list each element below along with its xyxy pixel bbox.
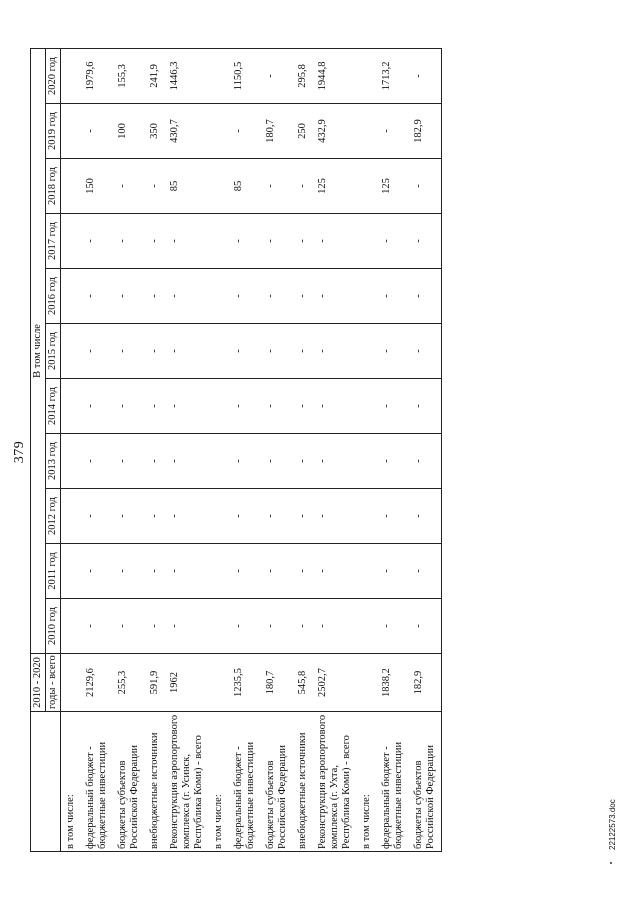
table-row	[209, 48, 229, 851]
row-value	[209, 48, 229, 103]
row-value: 1979,6	[81, 48, 113, 103]
row-total	[61, 654, 82, 712]
row-total: 1962	[165, 654, 209, 712]
row-value: 155,3	[113, 48, 145, 103]
row-value: -	[229, 544, 261, 599]
row-value: 1713,2	[377, 48, 409, 103]
row-value: -	[113, 324, 145, 379]
row-value: -	[293, 214, 313, 269]
row-value: -	[313, 599, 357, 654]
row-value: -	[409, 379, 442, 434]
row-value: -	[229, 489, 261, 544]
row-value: -	[313, 434, 357, 489]
investment-table	[30, 48, 442, 852]
row-value: -	[293, 544, 313, 599]
row-value: -	[377, 379, 409, 434]
header-year: 2019 год	[46, 104, 61, 159]
row-value	[357, 214, 377, 269]
row-total: 2502,7	[313, 654, 357, 712]
row-value: -	[165, 434, 209, 489]
row-value: 182,9	[409, 104, 442, 159]
row-value: 350	[145, 104, 165, 159]
row-value	[357, 159, 377, 214]
row-value: -	[261, 544, 293, 599]
row-value: -	[81, 269, 113, 324]
footer-filename: 22122573.doc	[608, 799, 617, 850]
row-value: -	[377, 269, 409, 324]
row-value: -	[145, 599, 165, 654]
row-value: -	[145, 544, 165, 599]
row-value: -	[313, 324, 357, 379]
row-value: -	[229, 434, 261, 489]
row-value: -	[293, 324, 313, 379]
row-value: -	[313, 214, 357, 269]
row-label: в том числе:	[209, 712, 229, 852]
row-value: -	[261, 489, 293, 544]
row-value	[357, 324, 377, 379]
header-row-top	[31, 48, 46, 851]
row-value: 250	[293, 104, 313, 159]
row-value: -	[313, 269, 357, 324]
row-label: в том числе:	[357, 712, 377, 852]
row-value: 1150,5	[229, 48, 261, 103]
row-value: -	[165, 379, 209, 434]
row-value	[61, 489, 82, 544]
row-value: -	[261, 159, 293, 214]
row-value: 1446,3	[165, 48, 209, 103]
row-value: -	[145, 214, 165, 269]
row-total: 182,9	[409, 654, 442, 712]
table-body	[61, 48, 442, 851]
row-value: -	[165, 489, 209, 544]
row-value: -	[409, 324, 442, 379]
row-value: -	[377, 599, 409, 654]
row-value	[61, 48, 82, 103]
row-value: -	[113, 434, 145, 489]
row-value	[209, 489, 229, 544]
row-value: 180,7	[261, 104, 293, 159]
row-value: -	[377, 324, 409, 379]
row-value	[209, 434, 229, 489]
row-value: -	[165, 324, 209, 379]
row-value	[209, 324, 229, 379]
header-year: 2011 год	[46, 544, 61, 599]
rotated-page	[10, 14, 630, 890]
row-label: внебюджетные источники	[293, 712, 313, 852]
row-value	[61, 159, 82, 214]
row-value: -	[113, 379, 145, 434]
row-value: -	[81, 324, 113, 379]
row-value: 150	[81, 159, 113, 214]
row-value: -	[145, 489, 165, 544]
table-row	[165, 48, 209, 851]
row-value: -	[81, 434, 113, 489]
row-label: федеральный бюджет - бюджетные инвестиции	[377, 712, 409, 852]
row-value: -	[145, 269, 165, 324]
row-value	[357, 379, 377, 434]
row-value	[209, 104, 229, 159]
row-value: -	[113, 159, 145, 214]
row-total	[209, 654, 229, 712]
table-row	[409, 48, 442, 851]
row-value	[357, 434, 377, 489]
header-year: 2016 год	[46, 269, 61, 324]
row-value: -	[409, 544, 442, 599]
row-value: -	[113, 214, 145, 269]
row-value: -	[293, 434, 313, 489]
row-value: -	[261, 324, 293, 379]
row-value	[61, 434, 82, 489]
table-row	[145, 48, 165, 851]
row-value: -	[229, 214, 261, 269]
row-value: -	[113, 489, 145, 544]
row-value	[61, 324, 82, 379]
header-year: 2018 год	[46, 159, 61, 214]
row-value: -	[165, 544, 209, 599]
header-year: 2012 год	[46, 489, 61, 544]
row-label: бюджеты субъектов Российской Федерации	[261, 712, 293, 852]
row-value: -	[145, 324, 165, 379]
row-value	[209, 159, 229, 214]
row-value	[61, 269, 82, 324]
row-value: -	[145, 159, 165, 214]
row-value	[209, 379, 229, 434]
row-label: Реконструкция аэропортового комплекса (г. Усинск, Республика Коми) - всего	[165, 712, 209, 852]
row-label: бюджеты субъектов Российской Федерации	[409, 712, 442, 852]
row-value: -	[377, 489, 409, 544]
row-value	[357, 599, 377, 654]
row-value: -	[293, 379, 313, 434]
row-value: -	[113, 544, 145, 599]
row-value: -	[261, 269, 293, 324]
row-value: -	[293, 159, 313, 214]
row-value	[209, 544, 229, 599]
row-label: внебюджетные источники	[145, 712, 165, 852]
header-year: 2020 год	[46, 48, 61, 103]
row-label: бюджеты субъектов Российской Федерации	[113, 712, 145, 852]
row-value: 100	[113, 104, 145, 159]
row-value: -	[409, 214, 442, 269]
row-label: Реконструкция аэропортового комплекса (г. Ухта, Республика Коми) - всего	[313, 712, 357, 852]
row-value: -	[165, 214, 209, 269]
row-label: федеральный бюджет - бюджетные инвестиции	[229, 712, 261, 852]
row-total: 591,9	[145, 654, 165, 712]
row-value	[61, 599, 82, 654]
row-value	[209, 269, 229, 324]
footer-dot	[610, 862, 612, 864]
row-value: -	[261, 48, 293, 103]
row-value: -	[409, 434, 442, 489]
row-value: -	[145, 379, 165, 434]
row-total	[357, 654, 377, 712]
row-value: 432,9	[313, 104, 357, 159]
row-value: 125	[313, 159, 357, 214]
page-number: 379	[12, 440, 27, 464]
header-year: 2014 год	[46, 379, 61, 434]
row-value: -	[293, 599, 313, 654]
row-value	[357, 269, 377, 324]
row-value	[357, 544, 377, 599]
row-label: федеральный бюджет - бюджетные инвестиции	[81, 712, 113, 852]
row-value: -	[229, 324, 261, 379]
row-value	[61, 214, 82, 269]
table-row	[357, 48, 377, 851]
row-value: -	[377, 214, 409, 269]
header-label-cell	[31, 712, 61, 852]
table-row	[81, 48, 113, 851]
row-value	[357, 489, 377, 544]
header-group: В том числе	[31, 48, 46, 653]
row-value: -	[145, 434, 165, 489]
row-total: 545,8	[293, 654, 313, 712]
header-year: 2010 год	[46, 599, 61, 654]
row-total: 255,3	[113, 654, 145, 712]
row-value	[357, 104, 377, 159]
table-row	[261, 48, 293, 851]
table-row	[293, 48, 313, 851]
row-value	[61, 379, 82, 434]
row-value: 241,9	[145, 48, 165, 103]
row-total: 1838,2	[377, 654, 409, 712]
row-value: -	[377, 104, 409, 159]
row-value: -	[293, 489, 313, 544]
row-total: 2129,6	[81, 654, 113, 712]
row-value: -	[229, 104, 261, 159]
row-value: -	[409, 599, 442, 654]
row-value: 85	[165, 159, 209, 214]
row-value: -	[409, 159, 442, 214]
row-value	[209, 599, 229, 654]
row-value: -	[377, 434, 409, 489]
row-value: -	[313, 489, 357, 544]
row-value: -	[261, 599, 293, 654]
row-value: 295,8	[293, 48, 313, 103]
row-value: -	[81, 379, 113, 434]
header-year: 2013 год	[46, 434, 61, 489]
row-total: 1235,5	[229, 654, 261, 712]
row-value: -	[81, 544, 113, 599]
table-row	[61, 48, 82, 851]
header-year: 2017 год	[46, 214, 61, 269]
row-value: -	[409, 489, 442, 544]
row-value: -	[81, 214, 113, 269]
row-value: -	[261, 434, 293, 489]
table-row	[313, 48, 357, 851]
row-value: -	[81, 104, 113, 159]
row-value: -	[261, 379, 293, 434]
table-row	[377, 48, 409, 851]
header-year: 2015 год	[46, 324, 61, 379]
row-value: -	[293, 269, 313, 324]
row-value	[61, 104, 82, 159]
row-label: в том числе:	[61, 712, 82, 852]
row-value: -	[229, 269, 261, 324]
row-value	[61, 544, 82, 599]
row-value: -	[229, 599, 261, 654]
row-value: -	[165, 599, 209, 654]
row-value: -	[409, 269, 442, 324]
row-value: -	[113, 599, 145, 654]
table-row	[229, 48, 261, 851]
row-value: -	[313, 544, 357, 599]
row-value: -	[81, 489, 113, 544]
row-total: 180,7	[261, 654, 293, 712]
row-value: -	[165, 269, 209, 324]
table-row	[113, 48, 145, 851]
row-value: 430,7	[165, 104, 209, 159]
row-value: -	[113, 269, 145, 324]
header-period: 2010 - 2020	[31, 654, 46, 712]
row-value: 125	[377, 159, 409, 214]
row-value	[357, 48, 377, 103]
row-value	[209, 214, 229, 269]
row-value: 1944,8	[313, 48, 357, 103]
row-value: -	[261, 214, 293, 269]
row-value: 85	[229, 159, 261, 214]
row-value: -	[377, 544, 409, 599]
row-value: -	[313, 379, 357, 434]
row-value: -	[229, 379, 261, 434]
header-total: годы - всего	[46, 654, 61, 712]
row-value: -	[409, 48, 442, 103]
row-value: -	[81, 599, 113, 654]
